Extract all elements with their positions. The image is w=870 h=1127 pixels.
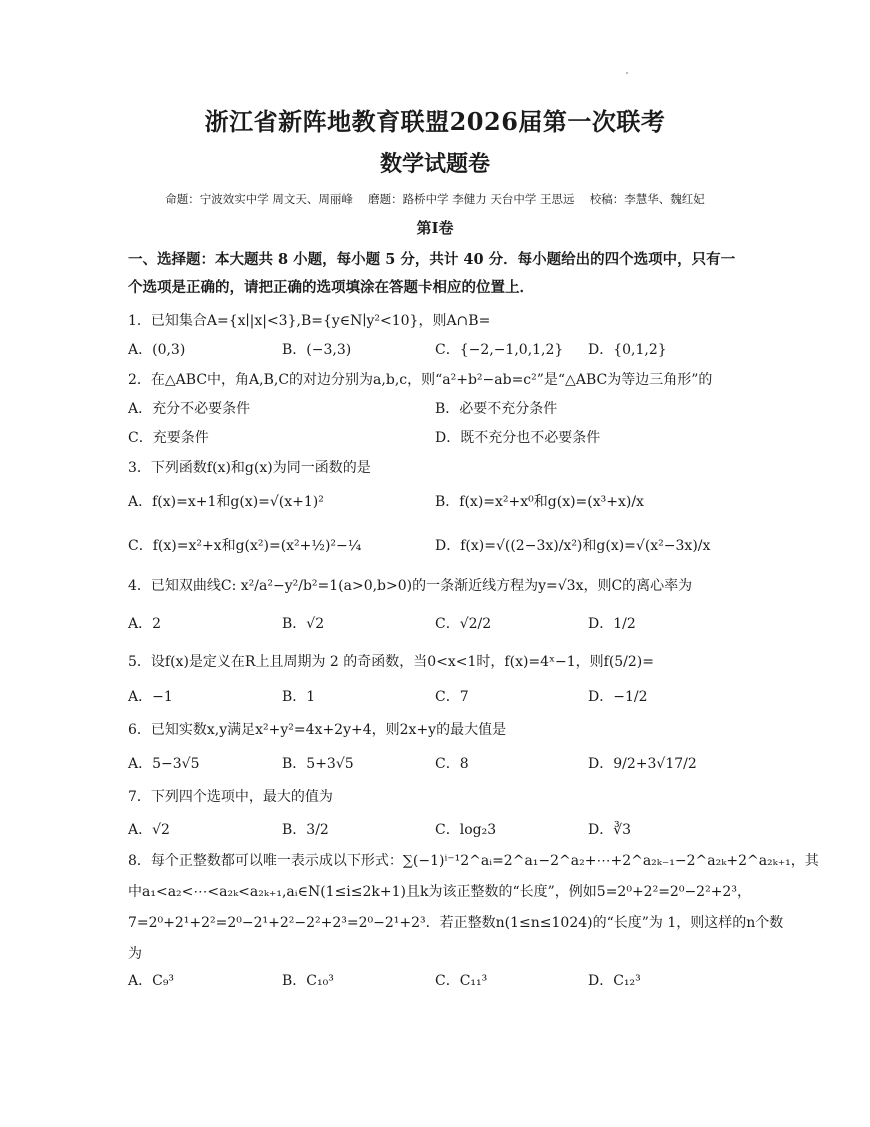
question-8-line1: 8．每个正整数都可以唯一表示成以下形式：∑(−1)ⁱ⁻¹2^aᵢ=2^a₁−2^a₂+⋯+2^a₂ₖ₋₁−2^a₂ₖ+2^a₂ₖ₊₁，其 [128,853,819,869]
question-8-stem [128,846,819,970]
question-6-option-a: A．5−3√5 [128,756,200,772]
question-3-option-d: D．f(x)=√((2−3x)/x²)和g(x)=√(x²−3x)/x [435,538,711,554]
section-heading-line1: 一、选择题：本大题共 8 小题，每小题 5 分，共计 40 分．每小题给出的四个选项中，只有一 [128,251,736,268]
question-8-option-d: D．C₁₂³ [588,973,641,989]
question-3-option-b: B．f(x)=x²+x⁰和g(x)=(x³+x)/x [435,494,644,510]
question-2-option-c: C．充要条件 [128,430,209,446]
question-8-option-a: A．C₉³ [128,973,175,989]
question-8-line2: 中a₁<a₂<⋯<a₂ₖ<a₂ₖ₊₁,aᵢ∈N(1≤i≤2k+1)且k为该正整数的“长度”，例如5=2⁰+2²=2⁰−2²+2³， [128,884,751,900]
section-heading [128,246,748,302]
question-5-option-a: A．−1 [128,689,173,705]
question-1-option-c: C．{−2,−1,0,1,2} [435,342,564,358]
question-4-option-b: B．√2 [282,616,325,632]
question-5-stem: 5．设f(x)是定义在R上且周期为 2 的奇函数，当0<x<1时，f(x)=4ˣ−1，则f(5/2)= [128,654,655,670]
volume-label: 第Ⅰ卷 [416,219,454,237]
question-6-stem: 6．已知实数x,y满足x²+y²=4x+2y+4，则2x+y的最大值是 [128,722,507,738]
question-3-stem: 3．下列函数f(x)和g(x)为同一函数的是 [128,460,371,476]
question-8-option-c: C．C₁₁³ [435,973,488,989]
question-5-option-b: B．1 [282,689,316,705]
question-2-option-a: A．充分不必要条件 [128,401,251,417]
question-7-option-b: B．3/2 [282,822,329,838]
question-7-option-d: D．∛3 [588,822,632,838]
question-4-stem: 4．已知双曲线C: x²/a²−y²/b²=1(a>0,b>0)的一条渐近线方程为y=√3x，则C的离心率为 [128,578,693,594]
question-2-stem: 2．在△ABC中，角A,B,C的对边分别为a,b,c，则“a²+b²−ab=c²”是“△ABC为等边三角形”的 [128,372,713,388]
question-5-option-c: C．7 [435,689,469,705]
question-8-line4: 为 [128,946,142,962]
question-6-option-b: B．5+3√5 [282,756,354,772]
exam-title: 浙江省新阵地教育联盟2026届第一次联考 [204,107,666,136]
question-6-option-d: D．9/2+3√17/2 [588,756,697,772]
question-1-option-d: D．{0,1,2} [588,342,667,358]
question-7-stem: 7．下列四个选项中，最大的值为 [128,789,333,805]
question-8-option-b: B．C₁₀³ [282,973,334,989]
question-3-option-a: A．f(x)=x+1和g(x)=√(x+1)² [128,494,324,510]
question-7-option-a: A．√2 [128,822,170,838]
section-heading-line2: 个选项是正确的，请把正确的选项填涂在答题卡相应的位置上． [128,279,534,296]
question-8-line3: 7=2⁰+2¹+2²=2⁰−2¹+2²−2²+2³=2⁰−2¹+2³．若正整数n(1≤n≤1024)的“长度”为 1，则这样的n个数 [128,915,784,931]
exam-subtitle: 数学试题卷 [379,151,490,177]
question-1-option-b: B．(−3,3) [282,342,352,358]
question-1-option-a: A．(0,3) [128,342,186,358]
scan-dot [626,72,628,74]
authors-line: 命题：宁波效实中学 周文天、周丽峰 磨题：路桥中学 李健力 天台中学 王思远 校稿：李慧华、魏红妃 [165,192,705,206]
question-4-option-a: A．2 [128,616,162,632]
question-7-option-c: C．log₂3 [435,822,497,838]
question-6-option-c: C．8 [435,756,469,772]
question-5-option-d: D．−1/2 [588,689,648,705]
question-4-option-c: C．√2/2 [435,616,492,632]
question-4-option-d: D．1/2 [588,616,636,632]
question-3-option-c: C．f(x)=x²+x和g(x²)=(x²+½)²−¼ [128,538,362,554]
question-2-option-d: D．既不充分也不必要条件 [435,430,601,446]
question-1-stem: 1．已知集合A={x∣|x|<3},B={y∈N∣y²<10}，则A∩B= [128,313,491,329]
question-2-option-b: B．必要不充分条件 [435,401,558,417]
